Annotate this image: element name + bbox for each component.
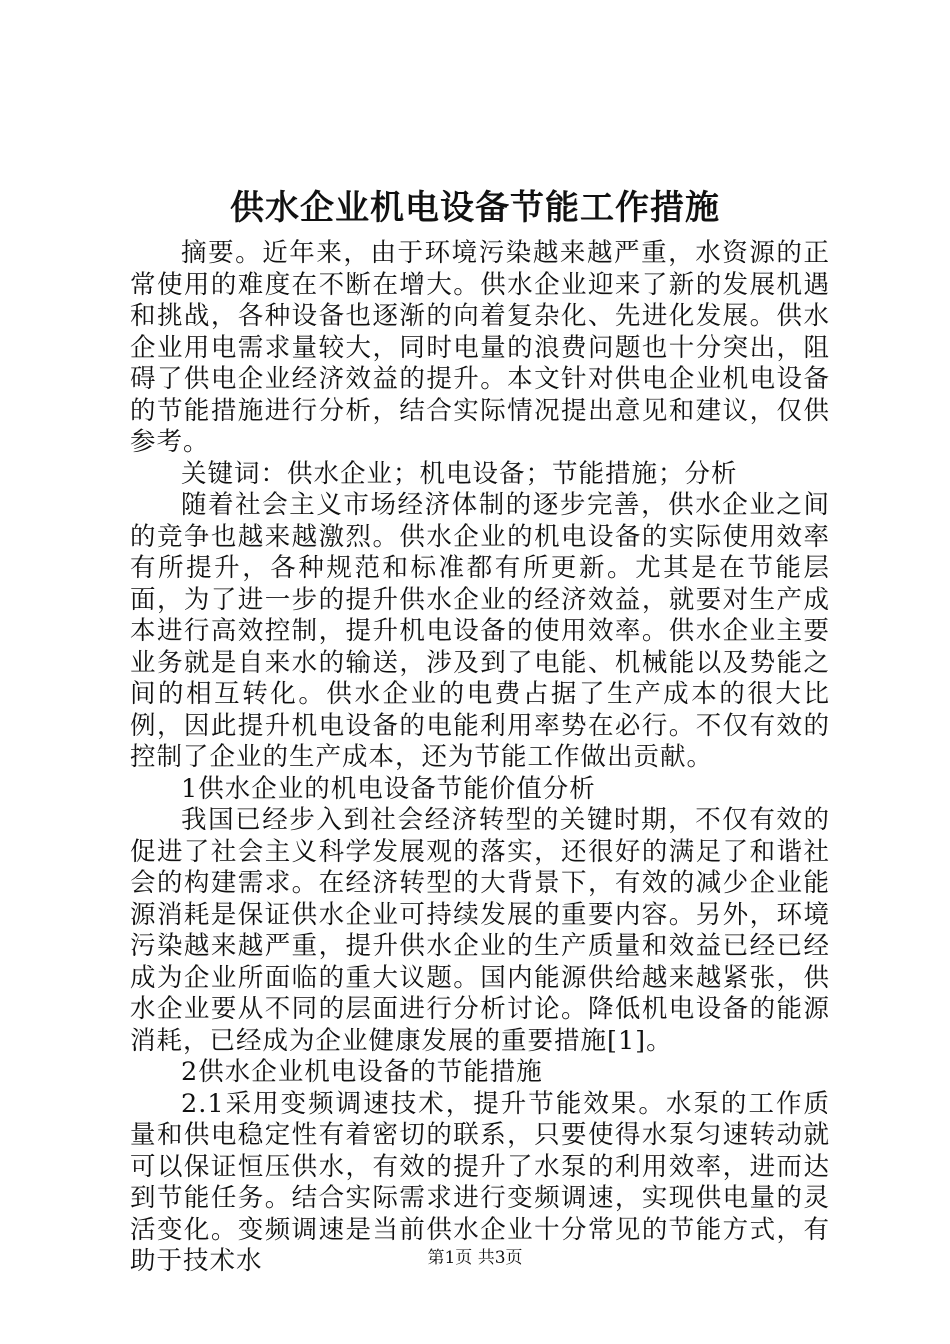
document-body	[130, 238, 830, 1278]
abstract-paragraph: 摘要。近年来，由于环境污染越来越严重，水资源的正常使用的难度在不断在增大。供水企业迎来了新的发展机遇和挑战，各种设备也逐渐的向着复杂化、先进化发展。供水企业用电需求量较大，同时电量的浪费问题也十分突出，阻碍了供电企业经济效益的提升。本文针对供电企业机电设备的节能措施进行分析，结合实际情况提出意见和建议，仅供参考。	[130, 238, 830, 457]
section-2-1-paragraph: 2.1采用变频调速技术，提升节能效果。水泵的工作质量和供电稳定性有着密切的联系，只要使得水泵匀速转动就可以保证恒压供水，有效的提升了水泵的利用效率，进而达到节能任务。结合实际需求进行变频调速，实现供电量的灵活变化。变频调速是当前供水企业十分常见的节能方式，有助于技术水	[130, 1088, 830, 1276]
keywords-paragraph: 关键词：供水企业；机电设备；节能措施；分析	[181, 458, 738, 489]
intro-paragraph: 随着社会主义市场经济体制的逐步完善，供水企业之间的竞争也越来越激烈。供水企业的机电设备的实际使用效率有所提升，各种规范和标准都有所更新。尤其是在节能层面，为了进一步的提升供水企业的经济效益，就要对生产成本进行高效控制，提升机电设备的使用效率。供水企业主要业务就是自来水的输送，涉及到了电能、机械能以及势能之间的相互转化。供水企业的电费占据了生产成本的很大比例，因此提升机电设备的电能利用率势在必行。不仅有效的控制了企业的生产成本，还为节能工作做出贡献。	[130, 490, 830, 772]
section-heading-1: 1供水企业的机电设备节能价值分析	[181, 773, 596, 804]
section-1-paragraph: 我国已经步入到社会经济转型的关键时期，不仅有效的促进了社会主义科学发展观的落实，还很好的满足了和谐社会的构建需求。在经济转型的大背景下，有效的减少企业能源消耗是保证供水企业可持续发展的重要内容。另外，环境污染越来越严重，提升供水企业的生产质量和效益已经已经成为企业所面临的重大议题。国内能源供给越来越紧张，供水企业要从不同的层面进行分析讨论。降低机电设备的能源消耗，已经成为企业健康发展的重要措施[1]。	[130, 805, 830, 1056]
document-title: 供水企业机电设备节能工作措施	[230, 188, 720, 228]
page-number-footer: 第1页 共3页	[427, 1248, 523, 1268]
section-heading-2: 2供水企业机电设备的节能措施	[181, 1057, 543, 1087]
